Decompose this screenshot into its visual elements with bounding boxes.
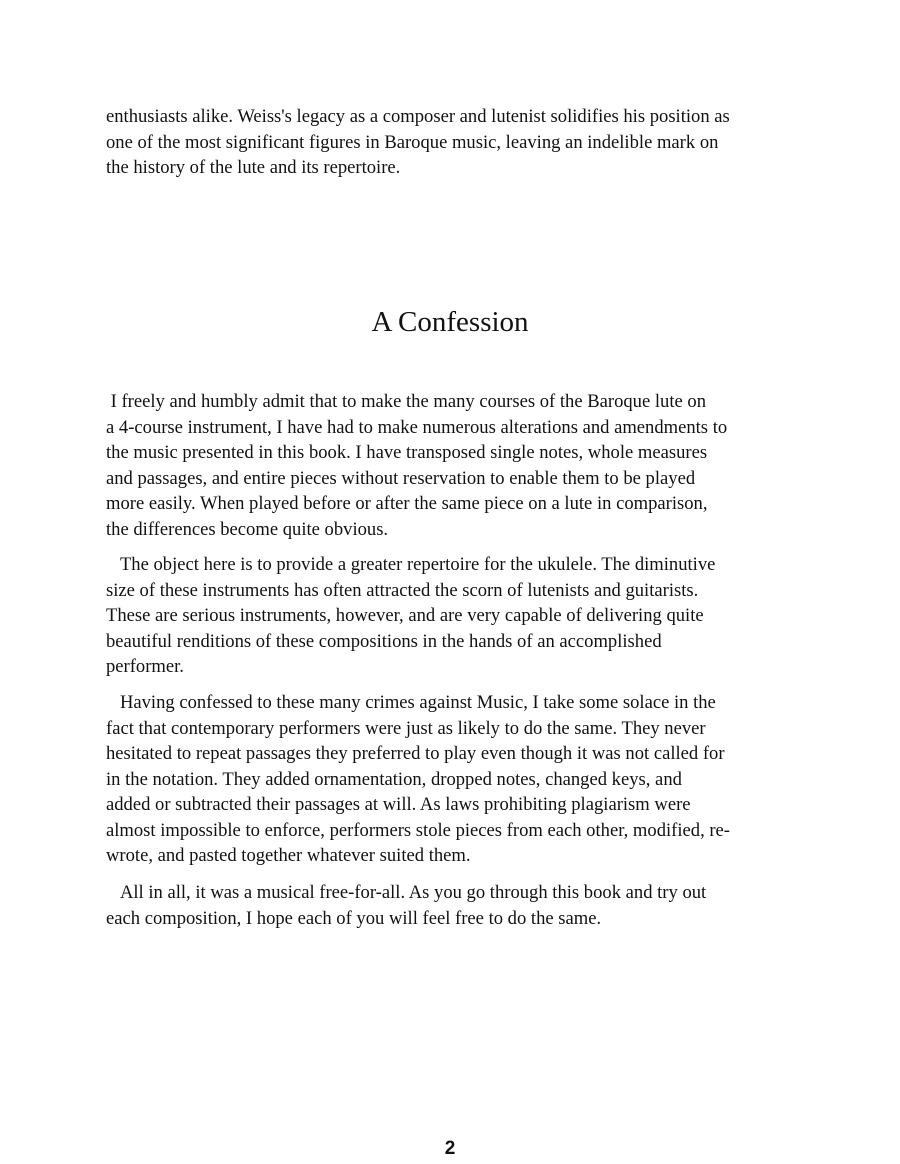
section-title: A Confession <box>371 306 529 338</box>
text-line: one of the most significant figures in Baroque music, leaving an indelible mark on <box>106 131 719 153</box>
text-line: a 4-course instrument, I have had to make numerous alterations and amendments to <box>106 416 728 438</box>
confession-paragraph-2 <box>106 552 796 680</box>
opening-paragraph <box>106 104 796 181</box>
text-line: performer. <box>106 656 184 677</box>
text-line: more easily. When played before or after the same piece on a lute in comparison, <box>106 493 708 514</box>
text-line: I freely and humbly admit that to make the many courses of the Baroque lute on <box>106 391 706 412</box>
text-line: size of these instruments has often attracted the scorn of lutenists and guitarists. <box>106 579 699 601</box>
confession-paragraph-3 <box>106 690 796 869</box>
text-line: the differences become quite obvious. <box>106 518 389 540</box>
page-number: 2 <box>444 1138 456 1159</box>
text-line: hesitated to repeat passages they preferred to play even though it was not called for <box>106 743 725 764</box>
confession-paragraph-1 <box>106 389 796 542</box>
text-line: All in all, it was a musical free-for-all. As you go through this book and try out <box>106 882 707 903</box>
text-line: fact that contemporary performers were just as likely to do the same. They never <box>106 717 706 739</box>
text-line: almost impossible to enforce, performers stole pieces from each other, modified, re- <box>106 819 730 841</box>
text-line: the history of the lute and its repertoire. <box>106 157 401 178</box>
text-line: wrote, and pasted together whatever suited them. <box>106 845 471 866</box>
text-line: and passages, and entire pieces without reservation to enable them to be played <box>106 467 696 489</box>
text-line: Having confessed to these many crimes against Music, I take some solace in the <box>106 692 716 713</box>
text-line: the music presented in this book. I have transposed single notes, whole measures <box>106 442 708 463</box>
text-line: These are serious instruments, however, and are very capable of delivering quite <box>106 605 704 626</box>
confession-paragraph-4 <box>106 880 796 931</box>
text-line: enthusiasts alike. Weiss's legacy as a composer and lutenist solidifies his position as <box>106 106 730 127</box>
text-line: beautiful renditions of these compositions in the hands of an accomplished <box>106 630 662 652</box>
text-line: added or subtracted their passages at will. As laws prohibiting plagiarism were <box>106 794 691 815</box>
text-line: The object here is to provide a greater repertoire for the ukulele. The diminutive <box>106 554 716 575</box>
text-line: in the notation. They added ornamentation, dropped notes, changed keys, and <box>106 768 682 790</box>
text-line: each composition, I hope each of you will feel free to do the same. <box>106 907 602 929</box>
